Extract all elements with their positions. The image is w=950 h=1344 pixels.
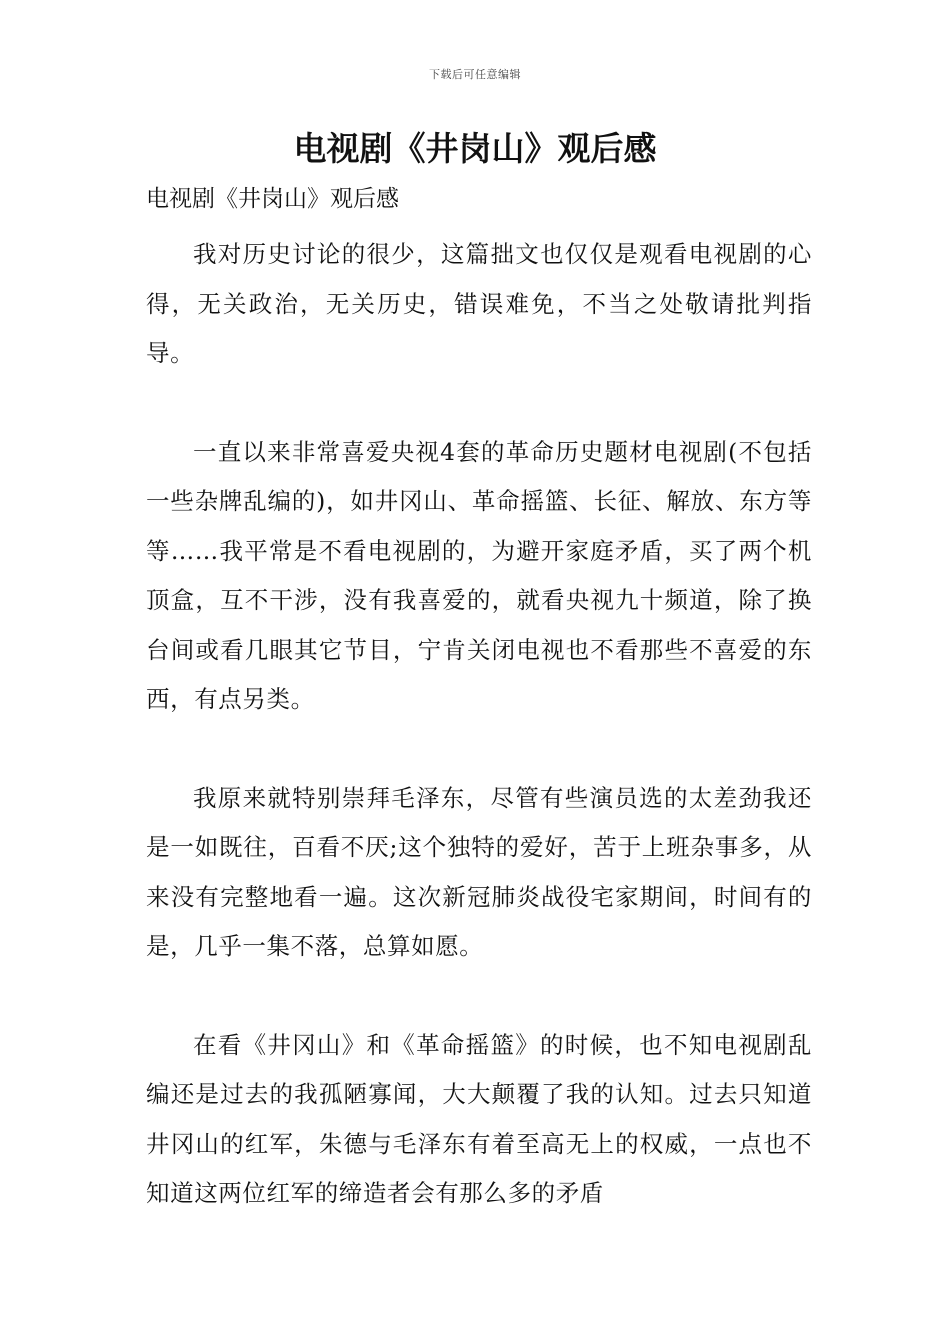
document-subtitle: 电视剧《井岗山》观后感 [146, 186, 399, 212]
document-title: 电视剧《井岗山》观后感 [293, 129, 657, 168]
paragraph: 我原来就特别崇拜毛泽东，尽管有些演员选的太差劲我还是一如既往，百看不厌;这个独特的爱好，苦于上班杂事多，从来没有完整地看一遍。这次新冠肺炎战役宅家期间，时间有的是，几乎一集不落，总算如愿。 [146, 783, 812, 960]
paragraph: 一直以来非常喜爱央视4套的革命历史题材电视剧(不包括一些杂牌乱编的)，如井冈山、革命摇篮、长征、解放、东方等等……我平常是不看电视剧的，为避开家庭矛盾，买了两个机顶盒，互不干涉，没有我喜爱的，就看央视九十频道，除了换台间或看几眼其它节目，宁肯关闭电视也不看那些不喜爱的东西，有点另类。 [146, 437, 812, 713]
document-body [146, 230, 812, 1268]
paragraph: 在看《井冈山》和《革命摇篮》的时候，也不知电视剧乱编还是过去的我孤陋寡闻，大大颠覆了我的认知。过去只知道井冈山的红军，朱德与毛泽东有着至高无上的权威，一点也不知道这两位红军的缔造者会有那么多的矛盾 [146, 1030, 812, 1207]
paragraph: 我对历史讨论的很少，这篇拙文也仅仅是观看电视剧的心得，无关政治，无关历史，错误难免，不当之处敬请批判指导。 [146, 240, 812, 367]
header-note: 下载后可任意编辑 [429, 68, 521, 81]
